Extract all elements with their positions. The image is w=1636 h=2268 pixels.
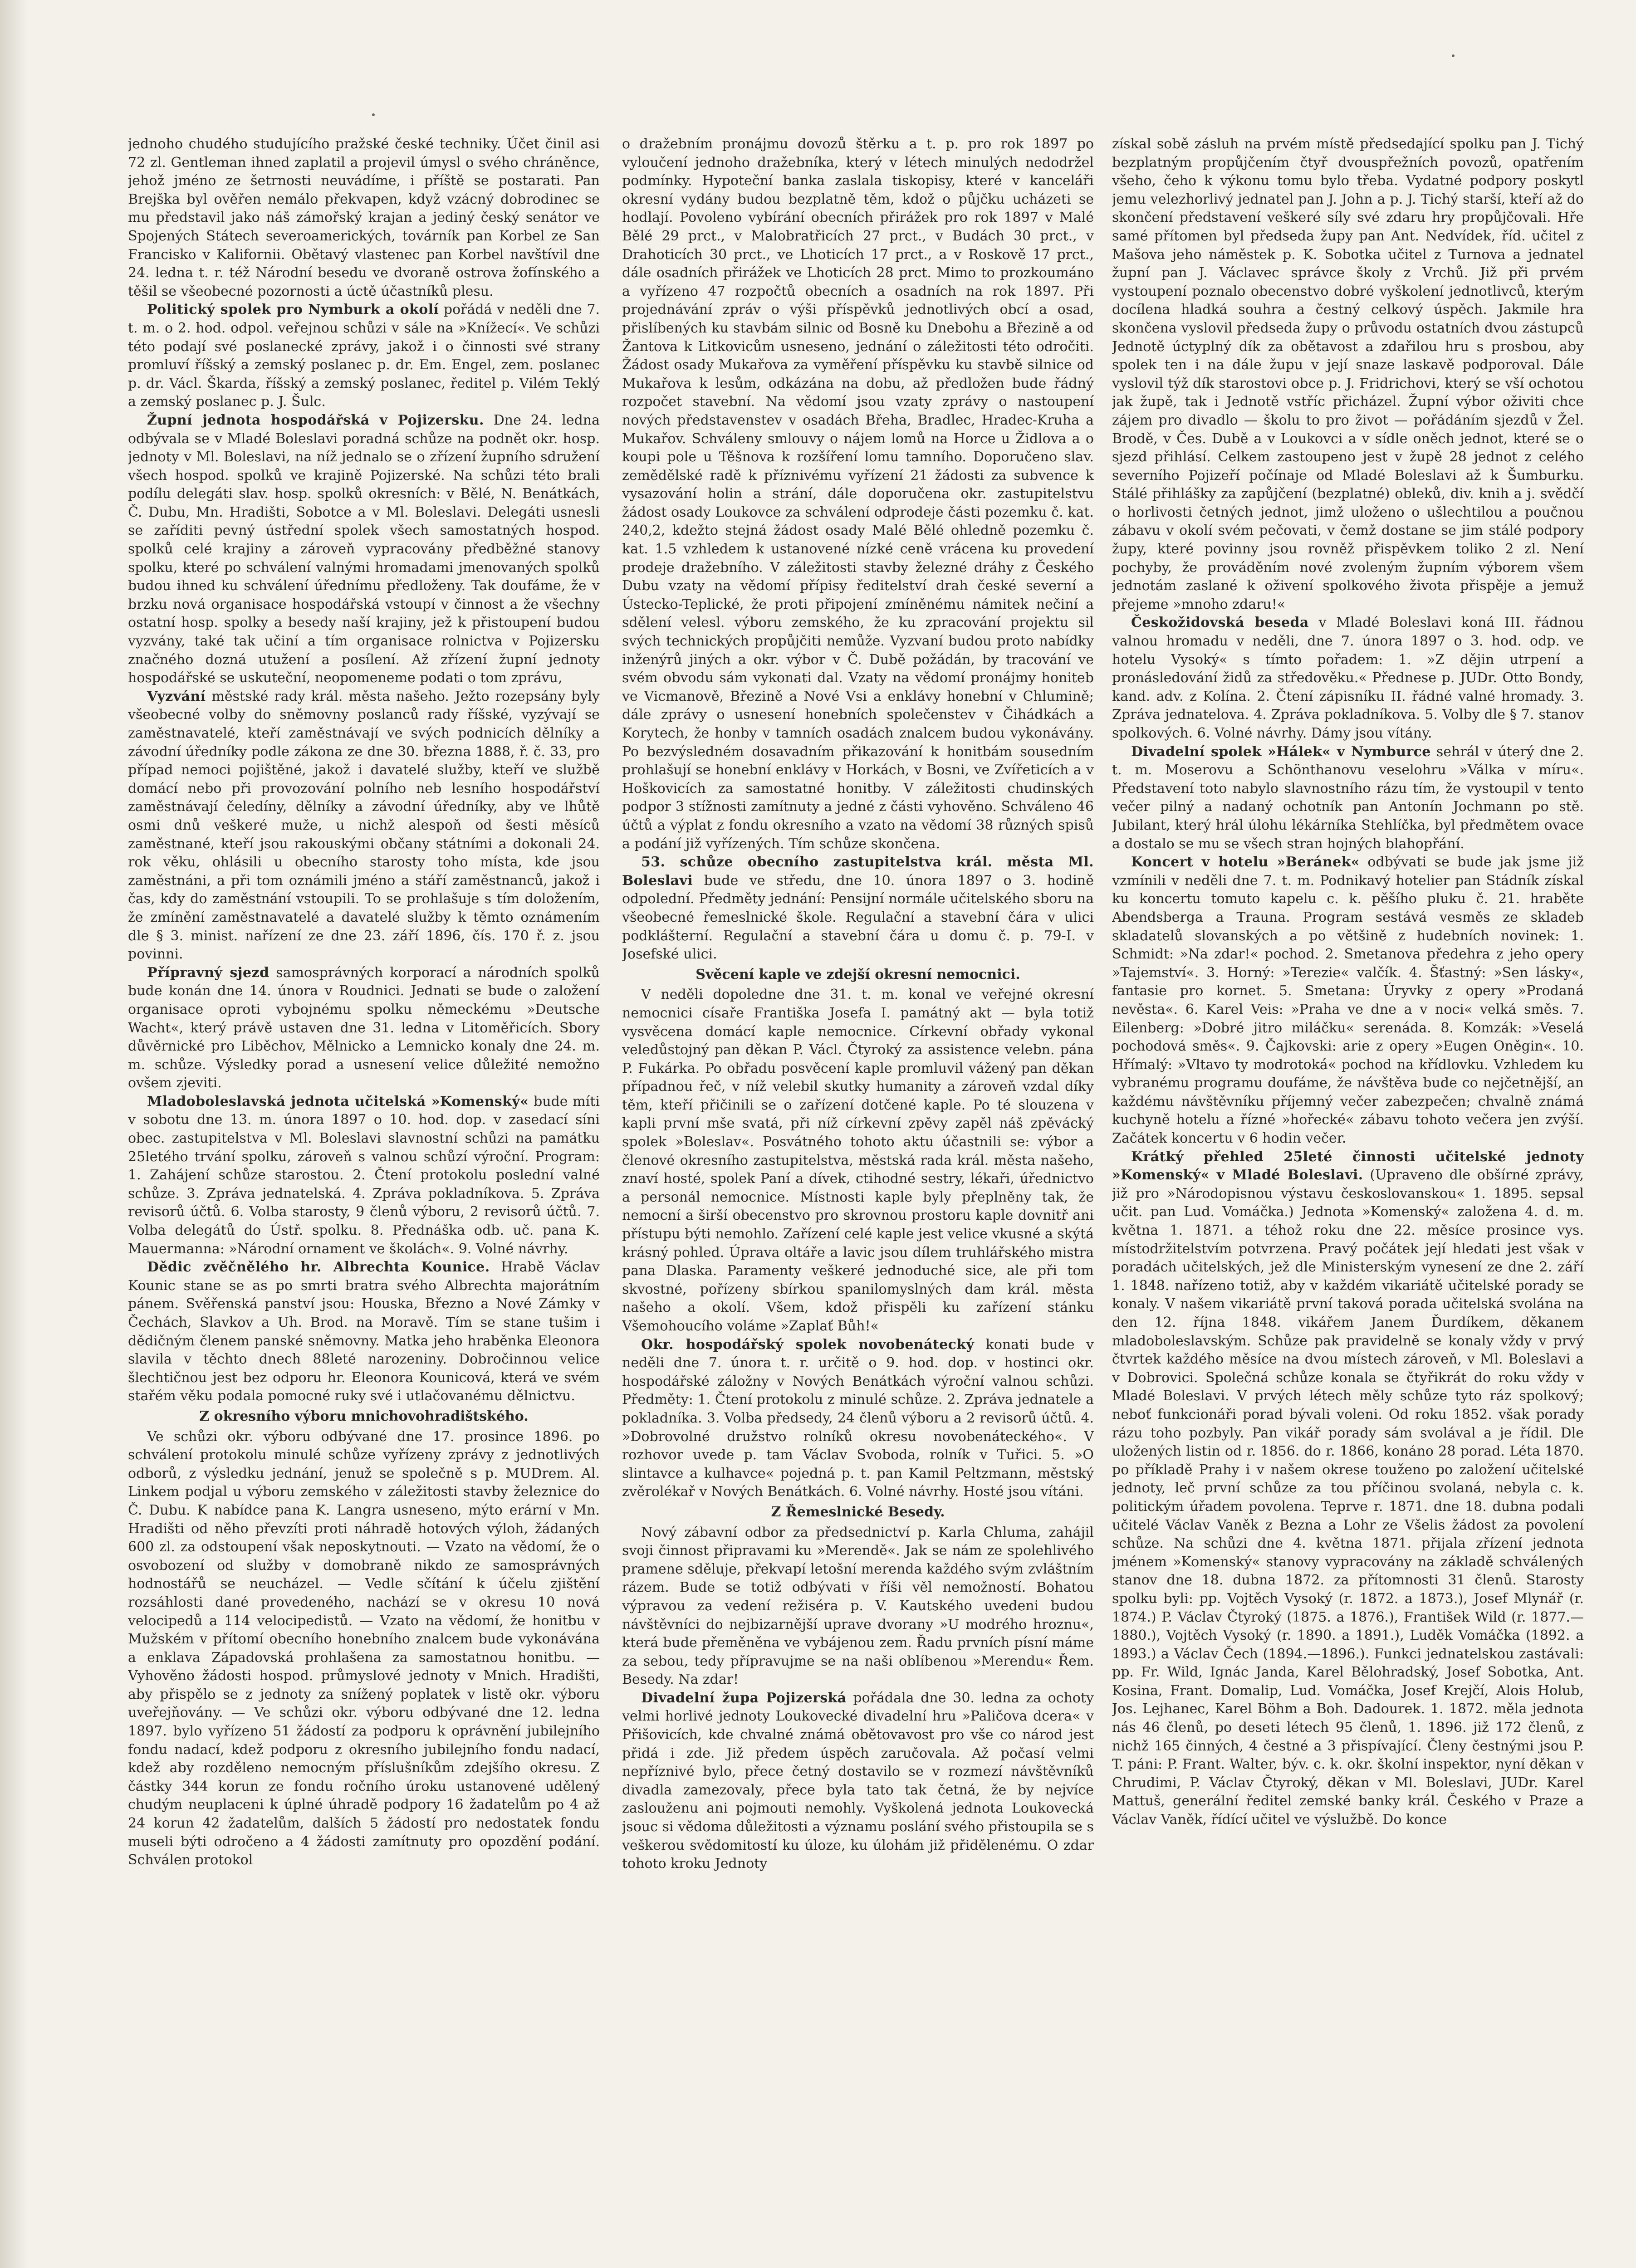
text-column-middle <box>622 135 1094 2268</box>
article-paragraph <box>128 411 600 688</box>
article-text: bude míti v sobotu dne 13. m. února 1897 o 10. hod. dop. v zasedací síni obec. zastupitelstva v Ml. Boleslavi slavnostní schůzi na památku 25letého trvání spolku, zároveň s valnou schůzí výroční. Program: 1. Zahájení schůze starostou. 2. Čtení protokolu poslední valné schůze. 3. Zpráva jednatelská. 4. Zpráva pokladníkova. 5. Zpráva revisorů účtů. 6. Volba starosty, 9 členů výboru, 2 revisorů účtů. 7. Volba delegátů do Ústř. spolku. 8. Přednáška odb. uč. pana K. Mauermanna: »Národní ornament ve školách«. 9. Volné návrhy. <box>128 1093 600 1257</box>
article-heading: Okr. hospodářský spolek novobenátecký <box>641 1336 975 1353</box>
article-paragraph <box>622 135 1094 853</box>
article-paragraph <box>128 964 600 1093</box>
article-text: pořádala dne 30. ledna za ochoty velmi horlivé jednoty Loukovecké divadelní hru »Paličova dcera« v Přišovicích, kde chvalné známá obětovavost pro vše co národ jest přidá i zde. Již předem úspěch zaručovala. Až počasí velmi nepříznivé bylo, přece četný dostavilo se v rozmezí návštěvníků divadla zamezovaly, přece byla tato tak četná, že by nejvíce zaslouženu ani pojmouti nemohly. Vyškolená jednota Loukovecká jsouc si vědoma důležitosti a významu poslání svého přistoupila se s veškerou svědomitostí ku úloze, ku úlohám již přidělenému. O zdar tohoto kroku Jednoty <box>622 1690 1094 1872</box>
article-heading: Vyzvání <box>147 688 206 704</box>
scan-speck <box>1452 54 1455 57</box>
article-text: Nový zábavní odbor za předsednictví p. Karla Chluma, zahájil svoji činnost připravami ku »Merendě«. Jak se nám ze spolehlivého pramene sděluje, překvapí letošní merenda každého svým zvláštním rázem. Bude se totiž odbývati v říši věl nemožností. Bohatou výpravou za vedení režiséra p. V. Kautského uvedeni budou návštěvníci do nejbizarnější uprave dvorany »U modrého hroznu«, která bude přeměněna ve vybájenou zem. Řadu prvních písní máme za sebou, tedy přípravujme se na naši oblíbenou »Merendu« Řem. Besedy. Na zdar! <box>622 1524 1094 1688</box>
article-heading: Dědic zvěčnělého hr. Albrechta Kounice. <box>147 1259 490 1276</box>
text-column-right <box>1112 135 1584 2268</box>
scan-edge-shadow <box>0 0 27 2268</box>
article-text: samosprávných korporací a národních spolků bude konán dne 14. února v Roudnici. Jednati se bude o založení organisace oproti vybojnému spolku německému »Deutsche Wacht«, který právě ustaven dne 31. ledna v Litoměřicích. Sbory důvěrnické pro Liběchov, Mělnicko a Lemnicko konaly dne 24. m. m. schůze. Výsledky porad a usnesení velice důležité nemožno ovšem zjeviti. <box>128 964 600 1091</box>
article-paragraph <box>128 688 600 964</box>
article-text: sehrál v úterý dne 2. t. m. Moserovu a Schönthanovu veselohru »Válka v míru«. Představení toto nabylo slavnostního rázu tím, že vystoupil v tento večer pilný a nadaný ochotník pan Antonín Jochmann po stě. Jubilant, který hrál úlohu lékárníka Stehlíčka, byl předmětem ovace a dostalo se mu se všech stran hojných blahopřání. <box>1112 743 1584 852</box>
article-heading: Českožidovská beseda <box>1131 615 1309 631</box>
article-heading: Divadelní spolek »Hálek« v Nymburce <box>1131 743 1431 760</box>
article-paragraph <box>622 1336 1094 1501</box>
article-paragraph <box>1112 743 1584 854</box>
article-paragraph <box>128 1258 600 1406</box>
scan-speck <box>372 113 375 116</box>
article-heading: Krátký přehled 25leté činnosti učitelské jednoty »Komenský« v Mladé Boleslavi. <box>1112 1149 1584 1183</box>
article-text: (Upraveno dle obšírné zprávy, již pro »Národopisnou výstavu českoslovanskou« 1. 1895. sepsal učit. pan Lud. Vomáčka.) Jednota »Komenský« založena 4. d. m. května 1. 1871. a téhož roku dne 22. měsíce prosince vys. místodržitelstvím potvrzena. Pravý počátek její hledati jest však v poradách učitelských, jež dle Ministerským vynesení ze dne 2. září 1. 1848. nařízeno totiž, aby v každém vikariátě učitelské porady se konaly. V našem vikariátě první taková porada učitelská svolána na den 12. října 1848. vikářem Janem Ďurdíkem, děkanem mladoboleslavským. Schůze pak pravidelně se konaly vždy v prvý čtvrtek každého měsíce na dvou místech zároveň, v Ml. Boleslavi a v Dobrovici. Společná schůze konala se čtyřikrát do roku vždy v Mladé Boleslavi. V prvých létech měly schůze tyto ráz spolkový; neboť funkcionáři porad bývali voleni. Od roku 1852. však porady rázu toho pozbyly. Pan vikář porady sám svolával a je řídil. Dle uložených listin od r. 1856. do r. 1866, konáno 28 porad. Léta 1870. po příkladě Prahy i v našem okrese touženo po založení učitelské jednoty, leč první schůze za tou příčinou svolaná, nebyla c. k. politickým úřadem povolena. Teprve r. 1871. dne 18. dubna podali učitelé Václav Vaněk z Bezna a Lohr ze Všelis žádost za povolení schůze. Na schůzi dne 4. května 1871. přijala zřízení jednota jménem »Komenský« stanovy vypracovány na základě schválených stanov dne 18. dubna 1872. za přítomnosti 31 členů. Starosty spolku byli: pp. Vojtěch Vysoký (r. 1872. a 1873.), Josef Mlynář (r. 1874.) P. Václav Čtyroký (1875. a 1876.), František Wild (r. 1877.—1880.), Vojtěch Vysoký (r. 1890. a 1891.), Luděk Vomáčka (1892. a 1893.) a Václav Čech (1894.—1896.). Funkci jednatelskou zastávali: pp. Fr. Wild, Ignác Janda, Karel Bělohradský, Josef Sobotka, Ant. Kosina, Frant. Domalip, Lud. Vomáčka, Josef Krejčí, Alois Holub, Jos. Lejhanec, Karel Böhm a Boh. Dadourek. 1. 1872. měla jednota nás 46 členů, po deseti létech 95 členů, 1. 1896. již 172 členů, z nichž 165 činných, 4 čestné a 3 přispívající. Členy čestnými jsou P. T. páni: P. Frant. Walter, býv. c. k. okr. školní inspektor, nyní děkan v Chrudimi, P. Václav Čtyroký, děkan v Ml. Boleslavi, JUDr. Karel Mattuš, generální ředitel zemské banky král. Českého v Praze a Václav Vaněk, řídící učitel ve výslužbě. Do konce <box>1112 1167 1584 1828</box>
article-heading: Přípravný sjezd <box>147 964 269 981</box>
article-heading: Mladoboleslavská jednota učitelská »Komenský« <box>147 1093 529 1110</box>
article-heading: Župní jednota hospodářská v Pojizersku. <box>147 412 484 428</box>
article-text: v Mladé Boleslavi koná III. řádnou valnou hromadu v neděli, dne 7. února 1897 o 3. hod. odp. ve hotelu Vysoký« s tímto pořadem: 1. »Z dějin utrpení a pronásledování židů za středověku.« Přednese p. JUDr. Otto Bondy, kand. adv. z Kolína. 2. Čtení zápisníku II. řádné valné hromady. 3. Zpráva jednatelova. 4. Zpráva pokladníkova. 5. Volby dle § 7. stanov spolkových. 6. Volné návrhy. Dámy jsou vítány. <box>1112 615 1584 741</box>
article-text: získal sobě zásluh na prvém místě předsedající spolku pan J. Tichý bezplatným propůjčením čtyř dvouspřežních povozů, opatřením všeho, čeho k výkonu tomu bylo třeba. Vydatné podpory poskytl jemu velezhorlivý jednatel pan J. John a p. J. Tichý starší, kteří až do skončení představení veškeré síly své zdaru hry propůjčovali. Hře samé přítomen byl předseda župy pan Ant. Nedvídek, říd. učitel z Mašova jeho náměstek p. K. Sobotka učitel z Turnova a jednatel župní pan J. Václavec správce školy z Vrchů. Již při prvém vystoupení poznalo obecenstvo dobré vyškolení jednotlivců, kterým docílena hladká souhra a čestný celkový úspěch. Jakmile hra skončena vyslovil předseda župy o průvodu ostatních dvou zástupců Jednotě úctyplný dík za obětavost a zdařilou hru s prosbou, aby spolek ten i na dále župu v její snaze laskavě podporoval. Dále vyslovil týž dík starostovi obce p. J. Fridrichovi, který se vší ochotou jak župě, tak i Jednotě vstříc přicházel. Župní výbor oživiti chce zájem pro divadlo — školu to pro život — pořádáním sjezdů v Žel. Brodě, v Čes. Dubě a v Loukovci a v sídle oněch jednot, které se o sjezd přihlásí. Celkem zastoupeno jest v župě 28 jednot z celého severního Pojizeří počínaje od Mladé Boleslavi až k Šumburku. Stálé přihlášky za zapůjčení (bezplatné) obleků, div. knih a j. svědčí o horlivosti četných jednot, jimž uloženo o ušlechtilou a poučnou zábavu v okolí svém pečovati, v čemž dostane se jim stálé podpory župy, které povinny jsou rovněž přispěvkem toliko 2 zl. Není pochyby, že prováděním nové zvoleným župním výborem všem jednotám zaslané k oživení spolkového života přispěje a jemuž přejeme »mnoho zdaru!« <box>1112 136 1584 612</box>
text-column-left <box>128 135 600 2268</box>
section-heading: Z Řemeslnické Besedy. <box>771 1504 945 1520</box>
article-text: městské rady král. města našeho. Ježto rozepsány byly všeobecné volby do sněmovny poslanců rady říšské, vyzývají se zaměstnavatelé, kteří zaměstnávají ve svých podnicích dělníky a závodní úředníky podle zákona ze dne 30. března 1888, ř. č. 33, pro případ nemoci pojištěné, jakož i davatelé služby, kteří ve službě domácí nebo při provozování polního neb lesního hospodářství zaměstnávají čeledíny, dělníky a závodní úředníky, aby ve lhůtě osmi dnů veškeré muže, u nichž alespoň od šesti měsíců zaměstnané, kteří jsou rakouskými občany státními a dokonali 24. rok věku, ohlásili u obecního starosty toho místa, kde jsou zaměstnáni, a při tom oznámili jméno a stáří zaměstnanců, jakož i čas, kdy do zaměstnání vstoupili. To se prohlašuje s tím doložením, že zmínění zaměstnavatelé a davatelé služby k těmto oznámením dle § 3. minist. nařízení ze dne 23. září 1896, čís. 170 ř. z. jsou povinni. <box>128 688 600 963</box>
article-text: pořádá v neděli dne 7. t. m. o 2. hod. odpol. veřejnou schůzi v sále na »Knížecí«. Ve schůzi této podají své poslanecké zprávy, jakož i o činnosti své strany promluví říšský a zemský poslanec p. dr. Em. Engel, zem. poslanec p. dr. Václ. Škarda, říšský a zemský poslanec, ředitel p. Vilém Teklý a zemský poslanec p. J. Šulc. <box>128 302 600 410</box>
article-text: konati bude v neděli dne 7. února t. r. určitě o 9. hod. dop. v hostinci okr. hospodářské záložny v Nových Benátkách výroční valnou schůzi. Předměty: 1. Čtení protokolu z minulé schůze. 2. Zpráva jednatele a pokladníka. 3. Volba předsedy, 24 členů výboru a 2 revisorů účtů. 4. »Dobrovolné družstvo rolníků okresu novobenáteckého«. V rozhovor uvede p. tam Václav Svoboda, rolník v Tuřici. 5. »O slintavce a kulhavce« pojedná p. t. pan Kamil Peltzmann, městský zvěrolékař v Nových Benátkách. 6. Volné návrhy. Hosté jsou vítáni. <box>622 1336 1094 1500</box>
article-paragraph <box>622 853 1094 964</box>
article-paragraph <box>128 135 600 301</box>
article-paragraph <box>622 1689 1094 1873</box>
article-paragraph <box>128 1428 600 1870</box>
article-paragraph <box>622 1524 1094 1689</box>
article-paragraph <box>1112 853 1584 1148</box>
article-text: Hrabě Václav Kounic stane se as po smrti bratra svého Albrechta majorátním pánem. Svěřenská panství jsou: Houska, Březno a Nové Zámky v Čechách, Slavkov a Uh. Brod. na Moravě. Tím se stane tušim i dědičným členem panské sněmovny. Matka jeho hraběnka Eleonora slavila v těchto dnech 88leté narozeniny. Dobročinnou velice šlechtičnou jest bez odporu hr. Eleonora Kounicová, která ve svém stařém věku podala pomocné ruky své i utlačovanému dělnictvu. <box>128 1259 600 1404</box>
section-heading: Svěcení kaple ve zdejší okresní nemocnici. <box>696 966 1020 982</box>
article-text: o dražebním pronájmu dovozů štěrku a t. p. pro rok 1897 po vyloučení jednoho dražebníka, který v létech minulých nedodržel podmínky. Hypoteční banka zaslala tiskopisy, které v kanceláři okresní vydány budou bezplatně těm, kdož o půjčku ucházeti se hodlají. Povoleno vybírání obecních přirážek pro rok 1897 v Malé Bělé 29 prct., v Malobratřicích 27 prct., v Budách 30 prct., v Drahoticích 30 prct., ve Lhoticích 17 prct., a v Roskově 17 prct., dále osadních přirážek ve Lhoticích 28 prct. Mimo to prozkoumáno a vyřízeno 47 rozpočtů obecních a osadních na rok 1897. Při projednávání zpráv o výši příspěvků jednotlivých obcí a osad, přislíbených ku stavbám silnic od Bosně ku Dnebohu a Březině a od Žantova k Litkovicům usneseno, jednání o záležitosti této odročiti. Žádost osady Mukařova za vyměření příspěvku ku stavbě silnice od Mukařova k lesům, odkázána na dobu, až předložen bude řádný rozpočet stavební. Na vědomí jsou vzaty zprávy o nastoupení nových představenstev v osadách Břeha, Bradlec, Hradec-Kruha a Mukařov. Schváleny smlouvy o nájem lomů na Horce u Židlova a o koupi pole u Těšnova k rozšíření lomu tamního. Doporučeno slav. zemědělské radě k příznivému vyřízení 21 žádosti za subvence k vysazování holin a strání, dále doporučena okr. zastupitelstvu žádost osady Loukovce za schválení odprodeje části pozemku č. kat. 240,2, kdežto stejná žádost osady Malé Bělé ohledně pozemku č. kat. 1.5 vzhledem k ustanovené nízké ceně vrácena ku provedení prodeje dražebního. V záležitosti stavby železné dráhy z Českého Dubu vzaty na vědomí přípisy ředitelství drah české severní a Ústecko-Teplické, že proti připojení zmíněnému námitek nečiní a sdělení velesl. výboru zemského, že ku zpracování projektu sil svých technických propůjčiti nemůže. Vyzvaní budou proto nabídky inženýrů jiných a okr. výbor v Č. Dubě požádán, by tracování ve svém obvodu sám vykonati dal. Vzaty na vědomí pronájmy honiteb ve Vicmanově, Březině a Nové Vsi a enklávy honební v Chlumině; dále zprávy o usnesení honebních společenstev v Čihádkách a Korytech, že honby v tamních osadách znalcem budou vykonávány. Po bezvýsledném dosavadním přikazování k honitbám sousedním prohlašují se honební enklávy v Horkách, v Bosni, ve Zvířeticích a v Hoškovicích za samostatné honitby. V záležitosti chudinských podpor 3 stížnosti zamítnuty a jedné z části vyhověno. Schváleno 46 účtů a výplat z fondu okresního a vzato na vědomí 38 různých spisů a podání již vyřízených. Tím schůze skončena. <box>622 136 1094 852</box>
article-text: bude ve středu, dne 10. února 1897 o 3. hodině odpolední. Předměty jednání: Pensijní normále učitelského sboru na všeobecné řemeslnické škole. Regulační a stavební čára v ulici podklášterní. Regulační a stavební čára u domu č. p. 79-I. v Josefské ulici. <box>622 872 1094 963</box>
article-paragraph <box>1112 614 1584 743</box>
article-paragraph <box>622 986 1094 1335</box>
article-paragraph <box>1112 135 1584 614</box>
article-heading: Koncert v hotelu »Beránek« <box>1131 854 1360 870</box>
article-text: jednoho chudého studujícího pražské české techniky. Účet činil asi 72 zl. Gentleman ihned zaplatil a projevil úmysl o svého chráněnce, jehož jméno ze šetrnosti neuvádíme, i příště se postarati. Pan Brejška byl ověřen nemálo překvapen, když vzácný dobrodinec se mu představil jako náš zámořský krajan a jediný český senátor ve Spojených Státech severoamerických, továrník pan Korbel ze San Francisko v Kalifornii. Obětavý vlastenec pan Korbel navštívil dne 24. ledna t. r. též Národní besedu ve dvoraně ostrova žofínského a těšil se všeobecné pozornosti a úctě účastníků plesu. <box>128 136 600 299</box>
section-heading: Z okresního výboru mnichovohradištského. <box>199 1408 529 1424</box>
article-text: V neděli dopoledne dne 31. t. m. konal ve veřejné okresní nemocnici císaře Františka Josefa I. památný akt — byla totiž vysvěcena domácí kaple nemocnice. Církevní obřady vykonal veledůstojný pan děkan P. Václ. Čtyroký za assistence velebn. pána P. Fukárka. Po obřadu posvěcení kaple promluvil vážený pan děkan případnou řeč, v níž velebil skutky humanity a zároveň vzdal díky těm, kteří přičinili se o zařízení dotčené kaple. Po té slouzena v kapli první mše svatá, při níž církevní zpěvy zapěl náš zpěvácký spolek »Boleslav«. Posvátného tohoto aktu účastnili se: výbor a členové okresního zastupitelstva, městská rada král. města našeho, znaví hosté, spolek Paní a dívek, ctihodné sestry, lékaři, úřednictvo a personál nemocnice. Místnosti kaple byly přeplněny tak, že nemocní a širší obecenstvo pro skrovnou prostoru kaple dovnitř ani přístupu býti nemohlo. Zařízení celé kaple jest velice vkusné a skýtá krásný pohled. Úprava oltáře a lavic jsou dílem truhlářského mistra pana Dlaska. Paramenty veškeré jednoduché sice, ale při tom skvostné, pořízeny sbírkou spanilomyslných dam král. města našeho a okolí. Všem, kdož přispěli ku zařízení stánku Všemohoucího voláme »Zaplať Bůh!« <box>622 987 1094 1334</box>
article-text: odbývati se bude jak jsme již vzmínili v neděli dne 7. t. m. Podnikavý hotelier pan Stádník získal ku koncertu tomuto kapelu c. k. pěšího pluku č. 21. hraběte Abendsberga a Trauna. Program sestává vesměs ze skladeb skladatelů slovanských a po většině z hudebních novinek: 1. Schmidt: »Na zdar!« pochod. 2. Smetanova předehra z jeho opery »Tajemství«. 3. Horný: »Terezie« valčík. 4. Šťastný: »Sen lásky«, fantasie pro kornet. 5. Smetana: Úryvky z opery »Prodaná nevěsta«. 6. Karel Veis: »Praha ve dne a v noci« velká směs. 7. Eilenberg: »Dobré jitro miláčku« serenáda. 8. Komzák: »Veselá pochodová směs«. 9. Čajkovski: arie z opery »Eugen Oněgin«. 10. Hřímalý: »Vltavo ty modrotoká« pochod na křídlovku. Vzhledem ku vybranému programu doufáme, že návštěva bude co nejčetnější, an každému návštěvníku příjemný večer zabezpečen; chvalně známá kuchyně hotelu a řízné »hořecké« zábavu tohoto večera jen zvýší. Začátek koncertu v 6 hodin večer. <box>1112 854 1584 1147</box>
article-text: Dne 24. ledna odbývala se v Mladé Boleslavi poradná schůze na podnět okr. hosp. jednoty v Ml. Boleslavi, na níž jednalo se o zřízení župního sdružení všech hospod. spolků ve krajině Pojizerské. Na schůzi této brali podílu delegáti slav. hosp. spolků okresních: v Bělé, N. Benátkách, Č. Dubu, Mn. Hradišti, Sobotce a v Ml. Boleslavi. Delegáti usnesli se zaříditi pevný ústřední spolek všech samostatných hospod. spolků celé krajiny a zároveň vypracovány předběžné stanovy spolku, které po schválení valnými hromadami jmenovaných spolků budou ihned ku schválení úřednímu předloženy. Tak doufáme, že v brzku nová organisace hospodářská vstoupí v činnost a že všechny ostatní hosp. spolky a besedy naší krajiny, jež k přistoupení budou vyzvány, také tak učiní a tím organisace rolnictva v Pojizersku značného dozná utužení a posílení. Až zřízení župní jednoty hospodářské se uskuteční, neopomeneme podati o tom zprávu, <box>128 412 600 686</box>
article-heading: Divadelní župa Pojizerská <box>641 1690 847 1706</box>
article-paragraph <box>128 301 600 411</box>
article-heading: 53. schůze obecního zastupitelstva král. města Ml. Boleslavi <box>622 854 1094 889</box>
article-heading: Politický spolek pro Nymburk a okolí <box>147 302 439 318</box>
article-paragraph <box>128 1093 600 1258</box>
article-text: Ve schůzi okr. výboru odbývané dne 17. prosince 1896. po schválení protokolu minulé schůze vyřízeny zprávy z jednotlivých odborů, z výsledku jednání, jenuž se společně s p. MUDrem. Al. Linkem podjal u výboru zemského v záležitosti stavby železnice do Č. Dubu. K nabídce pana K. Langra usneseno, mýto erární v Mn. Hradišti od něho převzíti proti náhradě hotových výloh, žádaných 600 zl. za odstoupení však neposkytnouti. — Vzato na vědomí, že o osvobození od služby v domobraně nikdo ze samosprávných hodnostářů se neucházel. — Vedle sčítání k účelu zjištění rozsáhlosti dané provedeného, nachází se v okresu 10 nová velocipedů a 114 velocipedistů. — Vzato na vědomí, že honitbu v Mužském v přítomí obecního honebního znalcem bude vykonávána a enklava Západovská prohlašena za samostatnou honitbu. — Vyhověno žádosti hospod. průmyslové jednoty v Mnich. Hradišti, aby přispělo se z jednoty za snížený poplatek v listě okr. výboru uveřejňovány. — Ve schůzi okr. výboru odbývané dne 12. ledna 1897. bylo vyřízeno 51 žádostí za podporu k oprávnění jubilejního fondu nadací, kdež podporu z okresního jubilejního fondu nadací, kdež aby rozděleno nemocným příslušníkům zdejšího okresu. Z částky 344 korun ze fondu ročního úroku ustanovené udělený chudým neuplaceni k úplné úhradě podpory 16 žadatelům po 4 až 24 korun 42 žadatelům, dalších 5 žádostí pro nedostatek fondu museli býti odročeno a 4 žádosti zamítnuty pro opozdění podání. Schválen protokol <box>128 1428 600 1868</box>
article-paragraph <box>1112 1148 1584 1829</box>
